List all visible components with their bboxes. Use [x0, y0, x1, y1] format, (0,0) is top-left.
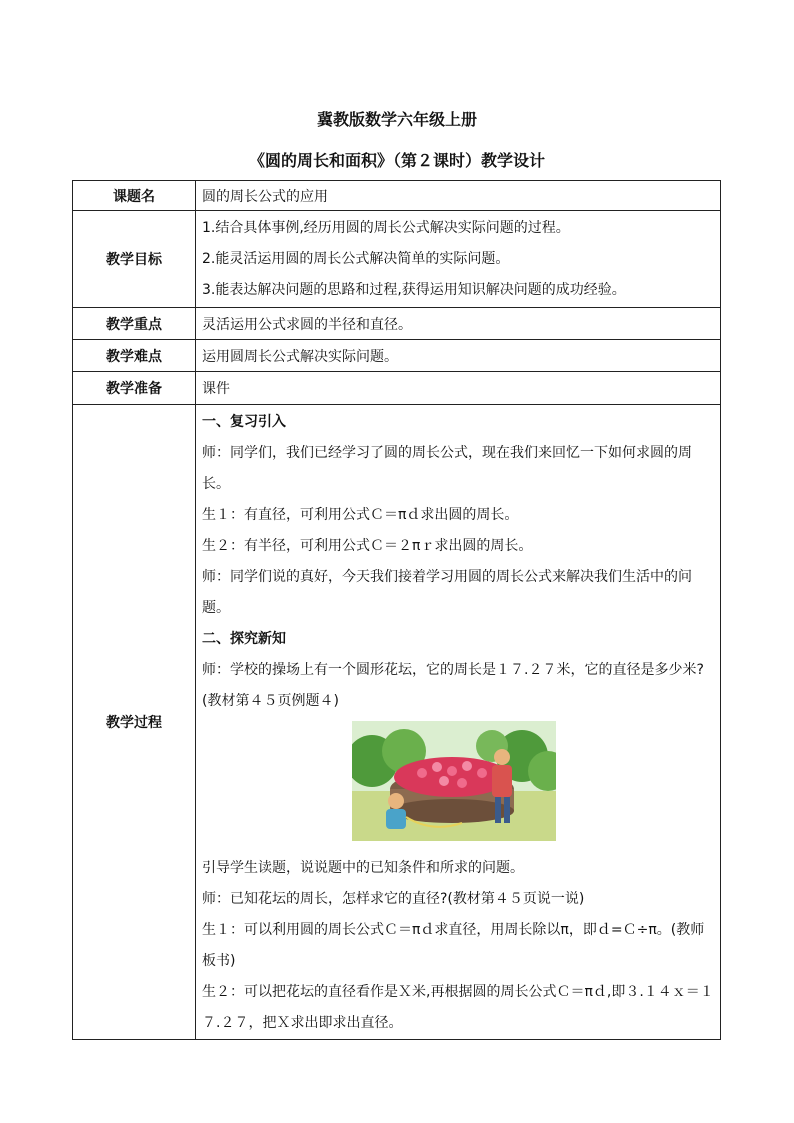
doc-title: 冀教版数学六年级上册 [316, 110, 477, 129]
paragraph: 生２：可以把花坛的直径看作是Ｘ米,再根据圆的周长公式Ｃ＝πｄ,即３.１４ｘ＝１７.２７，把Ｘ求出即求出直径。 [202, 984, 714, 1031]
row-difficulty [73, 340, 721, 372]
row-goals [73, 211, 721, 308]
row-key [73, 308, 721, 340]
label-process: 教学过程 [73, 405, 196, 1040]
illustration-wrapper [202, 721, 714, 849]
value-process [196, 405, 721, 1040]
doc-subtitle: 《圆的周长和面积》（第２课时）教学设计 [248, 151, 545, 170]
value-goals [196, 211, 721, 308]
paragraph: 生１：可以利用圆的周长公式Ｃ＝πｄ求直径，用周长除以π，即ｄ=Ｃ÷π。(教师板书) [202, 922, 705, 969]
goal-item: 1.结合具体事例,经历用圆的周长公式解决实际问题的过程。 [202, 219, 570, 236]
row-topic [73, 181, 721, 211]
goal-item: 2.能灵活运用圆的周长公式解决简单的实际问题。 [202, 250, 510, 267]
value-key: 灵活运用公式求圆的半径和直径。 [196, 308, 721, 340]
label-topic: 课题名 [73, 181, 196, 211]
value-prep: 课件 [196, 372, 721, 405]
row-prep [73, 372, 721, 405]
paragraph: 师：同学们说的真好，今天我们接着学习用圆的周长公式来解决我们生活中的问题。 [202, 569, 692, 616]
label-goals: 教学目标 [73, 211, 196, 308]
row-process [73, 405, 721, 1040]
label-difficulty: 教学难点 [73, 340, 196, 372]
paragraph: 生２：有半径，可利用公式Ｃ＝２πｒ求出圆的周长。 [202, 538, 533, 554]
paragraph: 师：已知花坛的周长，怎样求它的直径?(教材第４５页说一说) [202, 891, 585, 907]
goal-item: 3.能表达解决问题的思路和过程,获得运用知识解决问题的成功经验。 [202, 281, 626, 298]
section-heading: 一、复习引入 [202, 414, 286, 430]
paragraph: 生１：有直径，可利用公式Ｃ＝πｄ求出圆的周长。 [202, 507, 519, 523]
flower-bed-illustration [352, 721, 556, 841]
paragraph: 师：同学们，我们已经学习了圆的周长公式，现在我们来回忆一下如何求圆的周长。 [202, 445, 692, 492]
section-heading: 二、探究新知 [202, 631, 286, 647]
value-difficulty: 运用圆周长公式解决实际问题。 [196, 340, 721, 372]
value-topic: 圆的周长公式的应用 [196, 181, 721, 211]
label-prep: 教学准备 [73, 372, 196, 405]
lesson-plan-table [72, 180, 721, 1040]
paragraph: 师：学校的操场上有一个圆形花坛，它的周长是１７.２７米，它的直径是多少米?(教材第４５页例题４) [202, 662, 704, 709]
label-key: 教学重点 [73, 308, 196, 340]
paragraph: 引导学生读题，说说题中的已知条件和所求的问题。 [202, 860, 524, 876]
